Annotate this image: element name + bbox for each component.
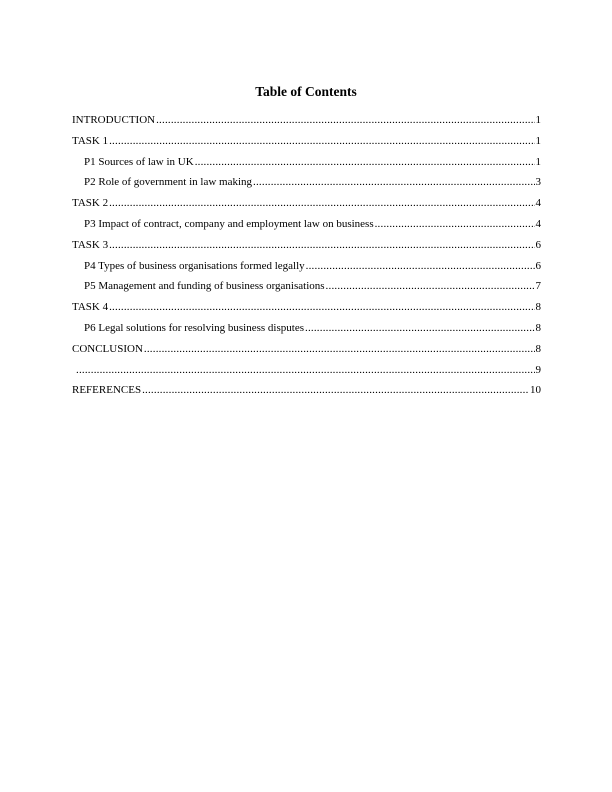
toc-dot-leader: [109, 300, 534, 314]
toc-page-number: 8: [535, 301, 541, 314]
toc-dot-leader: [305, 321, 535, 335]
toc-entry-text: P4 Types of business organisations formed legally: [84, 259, 305, 272]
toc-entry-text: REFERENCES: [72, 384, 142, 397]
toc-dot-leader: [375, 217, 535, 231]
toc-entry-p6[interactable]: [72, 321, 541, 342]
toc-page-number: 1: [535, 155, 541, 168]
toc-entry-references[interactable]: [72, 383, 541, 404]
toc-entry-task-2[interactable]: [72, 196, 541, 217]
toc-dot-leader: [109, 196, 534, 210]
toc-entry-conclusion[interactable]: [72, 342, 541, 363]
toc-page-number: 8: [535, 321, 541, 334]
toc-dot-leader: [326, 279, 535, 293]
toc-entry-text: TASK 1: [72, 134, 109, 147]
toc-page-number: 10: [530, 384, 541, 397]
toc-page-number: 8: [535, 342, 541, 355]
toc-dot-leader: [253, 175, 534, 189]
toc-dot-leader: [109, 134, 534, 148]
toc-dot-leader: [156, 113, 534, 127]
toc-entry-task-1[interactable]: [72, 134, 541, 155]
toc-page-number: 1: [535, 114, 541, 126]
toc-entry-p1[interactable]: [72, 155, 541, 176]
toc-entry-text: P5 Management and funding of business organisations: [84, 280, 325, 293]
toc-entry-text: TASK 3: [72, 238, 109, 251]
toc-entry-text: TASK 4: [72, 301, 109, 314]
toc-title: Table of Contents: [255, 84, 357, 99]
toc-page-number: 9: [535, 363, 541, 376]
toc-page-number: 4: [535, 197, 541, 210]
toc-entry-p4[interactable]: [72, 259, 541, 280]
toc-dot-leader: [109, 238, 534, 252]
toc-entry-task-3[interactable]: [72, 238, 541, 259]
toc-dot-leader: [144, 342, 535, 356]
toc-entry-introduction[interactable]: [72, 113, 541, 134]
toc-dot-leader: [195, 155, 535, 169]
toc-dot-leader: [306, 259, 535, 273]
toc-entry-text: P2 Role of government in law making: [84, 176, 253, 189]
toc-entry-task-4[interactable]: [72, 300, 541, 321]
toc-entry-p5[interactable]: [72, 279, 541, 300]
toc-entry-text: P3 Impact of contract, company and employment law on business: [84, 217, 374, 230]
toc-page-number: 6: [535, 259, 541, 272]
toc-entry-text: CONCLUSION: [72, 342, 143, 355]
toc-page-number: 7: [535, 280, 541, 293]
toc-entry-text: INTRODUCTION: [72, 114, 156, 126]
toc-page-number: 4: [535, 217, 541, 230]
toc-entry-p3[interactable]: [72, 217, 541, 238]
toc-page-number: 3: [535, 176, 541, 189]
toc-entry-p2[interactable]: [72, 175, 541, 196]
toc-entry-untitled[interactable]: [72, 363, 541, 384]
toc-list: [72, 113, 541, 404]
toc-entry-text: TASK 2: [72, 197, 109, 210]
toc-entry-text: P1 Sources of law in UK: [84, 155, 194, 168]
toc-dot-leader: [142, 383, 529, 397]
toc-page-number: 6: [535, 238, 541, 251]
toc-entry-text: P6 Legal solutions for resolving business disputes: [84, 321, 304, 334]
toc-page-number: 1: [535, 134, 541, 147]
toc-dot-leader: [76, 363, 535, 377]
